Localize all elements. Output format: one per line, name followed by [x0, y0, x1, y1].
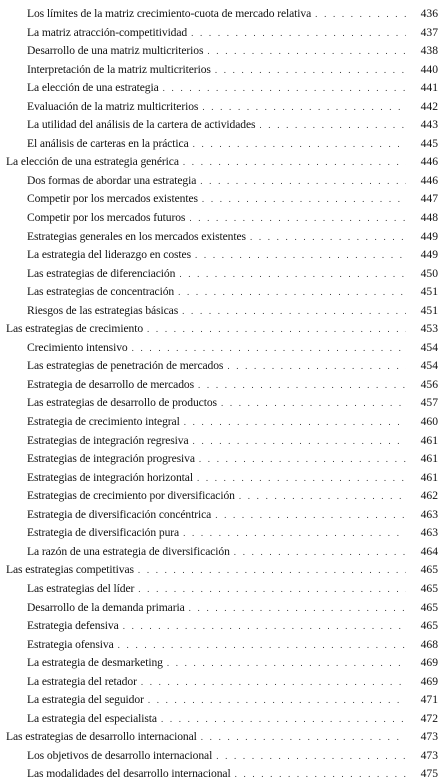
toc-dot-leader	[202, 190, 406, 209]
toc-entry-title: La razón de una estrategia de diversificación	[27, 544, 230, 558]
toc-page-number: 473	[420, 730, 438, 744]
toc-dot-leader	[216, 747, 406, 766]
toc-subsection-entry	[0, 413, 444, 432]
toc-subsection-entry	[0, 691, 444, 710]
toc-dot-leader	[221, 394, 406, 413]
toc-page-number: 449	[420, 248, 438, 262]
toc-subsection-entry	[0, 246, 444, 265]
toc-entry-title: Estrategias de integración regresiva	[27, 433, 189, 447]
toc-section-entry	[0, 153, 444, 172]
table-of-contents	[0, 5, 444, 784]
toc-entry-title: Estrategia defensiva	[27, 619, 119, 633]
toc-page-number: 437	[420, 25, 438, 39]
toc-page-number: 446	[420, 155, 438, 169]
toc-dot-leader	[161, 710, 406, 729]
toc-dot-leader	[234, 543, 406, 562]
toc-subsection-entry	[0, 376, 444, 395]
toc-entry-title: Las estrategias de crecimiento	[6, 322, 144, 336]
toc-page-number: 450	[420, 266, 438, 280]
toc-dot-leader	[199, 450, 406, 469]
toc-subsection-entry	[0, 116, 444, 135]
toc-page-number: 461	[420, 470, 438, 484]
toc-page-number: 454	[420, 340, 438, 354]
toc-entry-title: Estrategias de crecimiento por diversificación	[27, 489, 235, 503]
toc-entry-title: Competir por los mercados existentes	[27, 192, 198, 206]
toc-dot-leader	[250, 228, 406, 247]
toc-page-number: 456	[420, 377, 438, 391]
toc-subsection-entry	[0, 450, 444, 469]
toc-dot-leader	[198, 376, 406, 395]
toc-dot-leader	[123, 617, 406, 636]
toc-page-number: 443	[420, 118, 438, 132]
toc-subsection-entry	[0, 79, 444, 98]
toc-page-number: 453	[420, 322, 438, 336]
toc-subsection-entry	[0, 357, 444, 376]
toc-entry-title: Evaluación de la matriz multicriterios	[27, 99, 199, 113]
toc-dot-leader	[189, 209, 406, 228]
toc-entry-title: Estrategia de crecimiento integral	[27, 415, 180, 429]
toc-entry-title: Las estrategias de desarrollo de productos	[27, 396, 217, 410]
toc-page-number: 469	[420, 656, 438, 670]
toc-page-number: 445	[420, 136, 438, 150]
toc-dot-leader	[259, 116, 406, 135]
toc-subsection-entry	[0, 302, 444, 321]
toc-dot-leader	[138, 580, 406, 599]
toc-dot-leader	[141, 673, 406, 692]
toc-page-number: 438	[420, 44, 438, 58]
toc-dot-leader	[148, 691, 406, 710]
toc-entry-title: Las estrategias de desarrollo internacional	[6, 730, 197, 744]
toc-dot-leader	[167, 654, 406, 673]
toc-dot-leader	[201, 728, 406, 747]
toc-dot-leader	[147, 320, 406, 339]
toc-dot-leader	[215, 506, 406, 525]
toc-page-number: 441	[420, 81, 438, 95]
toc-entry-title: Estrategias generales en los mercados existentes	[27, 229, 246, 243]
toc-page-number: 448	[420, 211, 438, 225]
toc-entry-title: Las estrategias de concentración	[27, 285, 175, 299]
toc-entry-title: Estrategia de desarrollo de mercados	[27, 377, 195, 391]
toc-page-number: 464	[420, 544, 438, 558]
toc-entry-title: Desarrollo de una matriz multicriterios	[27, 44, 204, 58]
toc-subsection-entry	[0, 506, 444, 525]
toc-dot-leader	[183, 524, 406, 543]
toc-entry-title: Los objetivos de desarrollo internacional	[27, 748, 213, 762]
toc-entry-title: Los límites de la matriz crecimiento-cuota de mercado relativa	[27, 7, 312, 20]
toc-dot-leader	[315, 5, 406, 24]
toc-page-number: 451	[420, 285, 438, 299]
toc-entry-title: La estrategia del especialista	[27, 711, 157, 725]
toc-entry-title: Interpretación de la matriz multicriterios	[27, 62, 211, 76]
toc-entry-title: Las estrategias del líder	[27, 581, 135, 595]
toc-entry-title: La elección de una estrategia genérica	[6, 155, 179, 169]
toc-subsection-entry	[0, 580, 444, 599]
toc-entry-title: Crecimiento intensivo	[27, 340, 128, 354]
toc-subsection-entry	[0, 710, 444, 729]
toc-page-number: 471	[420, 693, 438, 707]
toc-subsection-entry	[0, 394, 444, 413]
toc-page-number: 451	[420, 303, 438, 317]
toc-entry-title: Las estrategias de penetración de mercados	[27, 359, 224, 373]
toc-subsection-entry	[0, 524, 444, 543]
toc-subsection-entry	[0, 135, 444, 154]
toc-page-number: 436	[420, 7, 438, 20]
toc-entry-title: La elección de una estrategia	[27, 81, 159, 95]
toc-page-number: 446	[420, 173, 438, 187]
toc-page-number: 468	[420, 637, 438, 651]
toc-subsection-entry	[0, 172, 444, 191]
toc-entry-title: La estrategia del retador	[27, 674, 137, 688]
toc-entry-title: Competir por los mercados futuros	[27, 211, 186, 225]
toc-subsection-entry	[0, 61, 444, 80]
toc-page-number: 461	[420, 433, 438, 447]
toc-dot-leader	[207, 42, 406, 61]
toc-subsection-entry	[0, 487, 444, 506]
toc-dot-leader	[184, 413, 406, 432]
toc-page-number: 472	[420, 711, 438, 725]
toc-page-number: 465	[420, 600, 438, 614]
toc-page-number: 462	[420, 489, 438, 503]
toc-page-number: 440	[420, 62, 438, 76]
toc-subsection-entry	[0, 228, 444, 247]
toc-page-number: 460	[420, 415, 438, 429]
toc-entry-title: Las estrategias competitivas	[6, 563, 134, 577]
toc-subsection-entry	[0, 24, 444, 43]
toc-entry-title: La estrategia del seguidor	[27, 693, 144, 707]
toc-entry-title: Estrategia ofensiva	[27, 637, 114, 651]
toc-page-number: 449	[420, 229, 438, 243]
toc-entry-title: Estrategia de diversificación concéntrica	[27, 507, 212, 521]
toc-subsection-entry	[0, 98, 444, 117]
toc-dot-leader	[202, 98, 406, 117]
toc-entry-title: La estrategia de desmarketing	[27, 656, 163, 670]
toc-dot-leader	[193, 135, 406, 154]
toc-page-number: 463	[420, 526, 438, 540]
toc-subsection-entry	[0, 543, 444, 562]
toc-section-entry	[0, 728, 444, 747]
toc-page-number: 469	[420, 674, 438, 688]
toc-page-number: 442	[420, 99, 438, 113]
toc-dot-leader	[118, 636, 406, 655]
toc-subsection-entry	[0, 673, 444, 692]
toc-entry-title: Estrategias de integración progresiva	[27, 452, 195, 466]
toc-dot-leader	[197, 469, 406, 488]
toc-page-number: 473	[420, 748, 438, 762]
toc-dot-leader	[195, 246, 406, 265]
toc-section-entry	[0, 320, 444, 339]
toc-entry-title: Las modalidades del desarrollo internacional	[27, 767, 231, 781]
toc-entry-title: La utilidad del análisis de la cartera de actividades	[27, 118, 256, 132]
toc-subsection-entry	[0, 469, 444, 488]
toc-subsection-entry	[0, 283, 444, 302]
toc-subsection-entry	[0, 636, 444, 655]
toc-subsection-entry	[0, 42, 444, 61]
toc-page-number: 454	[420, 359, 438, 373]
toc-page-number: 463	[420, 507, 438, 521]
toc-dot-leader	[191, 24, 406, 43]
toc-entry-title: Dos formas de abordar una estrategia	[27, 173, 197, 187]
toc-dot-leader	[235, 765, 406, 784]
toc-entry-title: Estrategias de integración horizontal	[27, 470, 193, 484]
toc-entry-title: El análisis de carteras en la práctica	[27, 136, 189, 150]
toc-dot-leader	[138, 561, 406, 580]
toc-entry-title: Riesgos de las estrategias básicas	[27, 303, 179, 317]
toc-dot-leader	[200, 172, 406, 191]
toc-dot-leader	[163, 79, 406, 98]
toc-dot-leader	[189, 599, 406, 618]
toc-subsection-entry	[0, 209, 444, 228]
toc-subsection-entry	[0, 599, 444, 618]
toc-page-number: 457	[420, 396, 438, 410]
toc-entry-title: La estrategia del liderazgo en costes	[27, 248, 192, 262]
toc-subsection-entry	[0, 654, 444, 673]
toc-dot-leader	[193, 432, 406, 451]
toc-dot-leader	[215, 61, 406, 80]
toc-dot-leader	[239, 487, 406, 506]
toc-subsection-entry	[0, 747, 444, 766]
toc-entry-title: La matriz atracción-competitividad	[27, 25, 188, 39]
toc-subsection-entry	[0, 339, 444, 358]
toc-subsection-entry	[0, 617, 444, 636]
toc-entry-title: Las estrategias de diferenciación	[27, 266, 176, 280]
toc-page-number: 465	[420, 581, 438, 595]
toc-subsection-entry	[0, 5, 444, 24]
toc-dot-leader	[227, 357, 406, 376]
toc-page-number: 447	[420, 192, 438, 206]
toc-dot-leader	[178, 283, 406, 302]
toc-subsection-entry	[0, 765, 444, 784]
toc-page-number: 461	[420, 452, 438, 466]
toc-section-entry	[0, 561, 444, 580]
toc-dot-leader	[182, 302, 406, 321]
toc-entry-title: Estrategia de diversificación pura	[27, 526, 180, 540]
toc-subsection-entry	[0, 190, 444, 209]
toc-page-number: 475	[420, 767, 438, 781]
toc-dot-leader	[179, 265, 406, 284]
toc-dot-leader	[132, 339, 406, 358]
toc-subsection-entry	[0, 432, 444, 451]
toc-subsection-entry	[0, 265, 444, 284]
toc-page-number: 465	[420, 619, 438, 633]
toc-entry-title: Desarrollo de la demanda primaria	[27, 600, 185, 614]
toc-dot-leader	[183, 153, 406, 172]
toc-page-number: 465	[420, 563, 438, 577]
